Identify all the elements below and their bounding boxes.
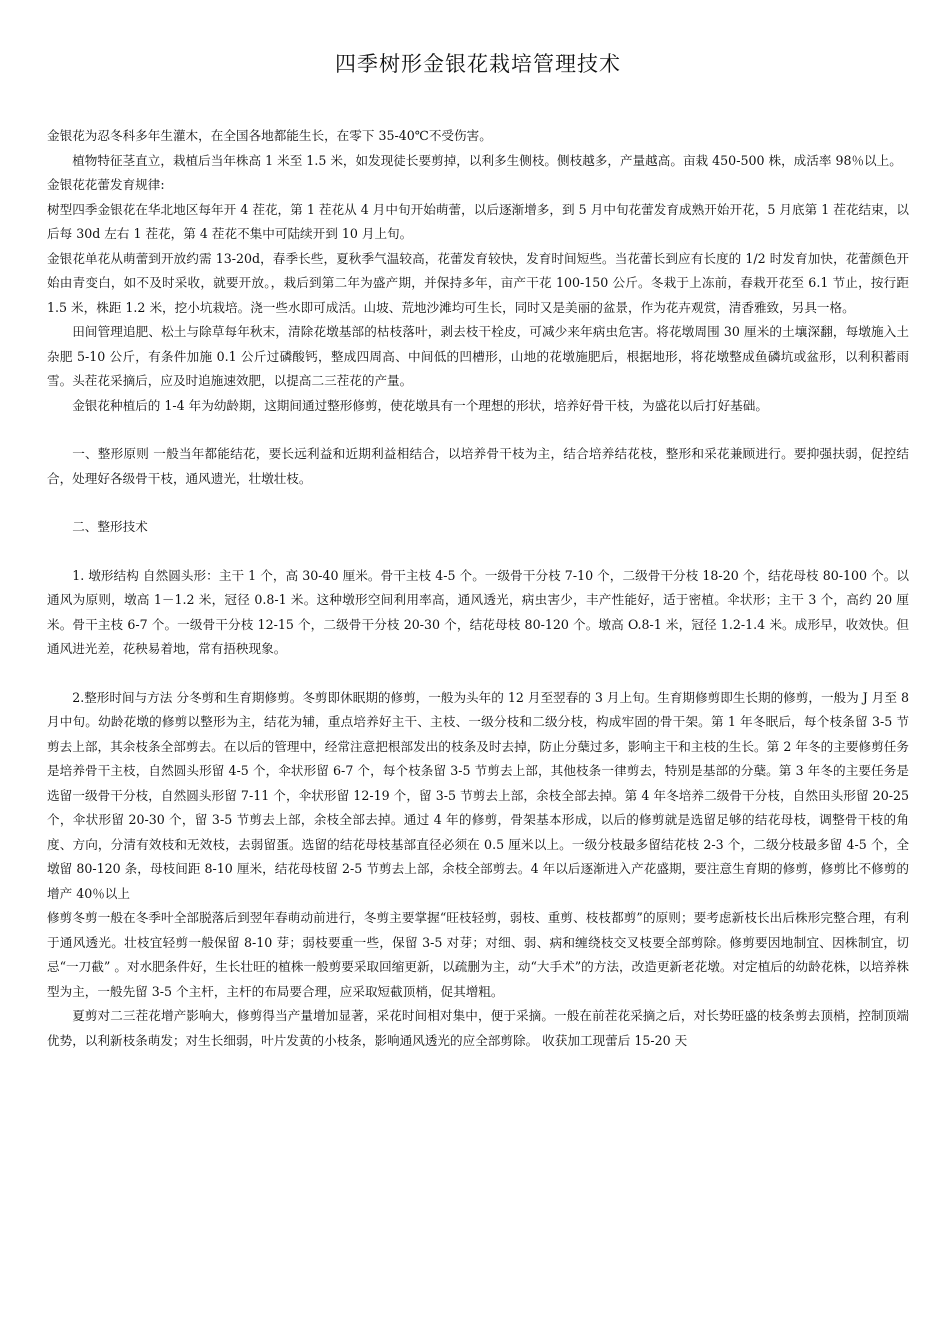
paragraph-single-flower: 金银花单花从萌蕾到开放约需 13-20d，春季长些，夏秋季气温较高，花蕾发育较快，发育时间短些。当花蕾长到应有长度的 1/2 时发育加快，花蕾颜色开始由青变白，如不及时采收，就要开放。，栽后到第二年为盛产期，并保持多年，亩产干花 100-150 公斤。冬栽于上冻前，春栽开花至 6.1 节止，按行距 1.5 米，株距 1.2 米，挖小坑栽培。浇一些水即可成活。山坡、荒地沙滩均可生长，同时又是美丽的盆景，作为花卉观赏，清香雅致，另具一格。 <box>47 250 909 315</box>
paragraph-young-period: 金银花种植后的 1-4 年为幼龄期，这期间通过整形修剪，使花墩具有一个理想的形状，培养好骨干枝，为盛花以后打好基础。 <box>72 397 768 413</box>
document-page <box>47 48 909 1053</box>
document-title: 四季树形金银花栽培管理技术 <box>335 52 621 76</box>
paragraph-bud-heading: 金银花花蕾发育规律: <box>47 177 165 192</box>
section-shaping-principles: 一、整形原则 一般当年都能结花，要长远利益和近期利益相结合，以培养骨干枝为主，结合培养结花枝，整形和采花兼顾进行。要抑强扶弱，促控结合，处理好各级骨干枝，通风遗光，壮墩壮枝。 <box>47 446 909 486</box>
paragraph-field-management: 田间管理追肥、松土与除草每年秋末，清除花墩基部的枯枝落叶，剥去枝干栓皮，可减少来年病虫危害。将花墩周围 30 厘米的土壤深翻，每墩施入土杂肥 5-10 公斤，有条件加施 0.1 公斤过磷酸钙，整成四周高、中间低的凹槽形，山地的花墩施肥后，根据地形，将花墩整成鱼磷坑或盆形，以利积蓄雨雪。头茬花采摘后，应及时追施速效肥，以提高二三茬花的产量。 <box>47 324 909 388</box>
paragraph-plant-features: 植物特征茎直立，栽植后当年株高 1 米至 1.5 米，如发现徒长要剪掉，以利多生侧枝。侧枝越多，产量越高。亩栽 450-500 株，成活率 98％以上。 <box>72 152 902 168</box>
section-shaping-techniques-heading: 二、整形技术 <box>72 519 148 534</box>
paragraph-flowering-cycle: 树型四季金银花在华北地区每年开 4 茬花，第 1 茬花从 4 月中旬开始萌蕾，以后逐渐增多，到 5 月中旬花蕾发育成熟开始开花，5 月底第 1 茬花结束，以后每 30d 左右 1 茬花，第 4 茬花不集中可陆续开到 10 月上旬。 <box>47 201 909 241</box>
paragraph-pruning-time-method: 2.整形时间与方法 分冬剪和生育期修剪。冬剪即休眠期的修剪，一般为头年的 12 月至翌春的 3 月上旬。生育期修剪即生长期的修剪，一般为 J 月至 8 月中旬。幼龄花墩的修剪以整形为主，结花为辅，重点培养好主干、主枝、一级分枝和二级分枝，构成牢固的骨干架。第 1 年冬眠后，每个枝条留 3-5 节剪去上部，其余枝条全部剪去。在以后的管理中，经常注意把根部发出的枝条及时去掉，防止分蘖过多，影响主干和主枝的生长。第 2 年冬的主要修剪任务是培养骨干主枝，自然圆头形留 4-5 个，伞状形留 6-7 个，每个枝条留 3-5 节剪去上部，其他枝条一律剪去，特别是基部的分蘖。第 3 年冬的主要任务是选留一级骨干分枝，自然圆头形留 7-11 个，伞状形留 12-19 个，留 3-5 节剪去上部，余枝全部去掉。第 4 年冬培养二级骨干分枝，自然田头形留 20-25 个，伞状形留 20-30 个，留 3-5 节剪去上部，余枝全部去掉。通过 4 年的修剪，骨架基本形成，以后的修剪就是选留足够的结花母枝，调整骨干枝的角度、方向，分清有效枝和无效枝，去弱留蛋。选留的结花母枝基部直径必须在 0.5 厘米以上。一级分枝最多留结花枝 2-3 个，二级分枝最多留 4-5 个，全墩留 80-120 条，母枝间距 8-10 厘米，结花母枝留 2-5 节剪去上部，余枝全部剪去。4 年以后逐渐进入产花盛期，要注意生育期的修剪，修剪比不修剪的增产 40％以上 <box>47 689 909 901</box>
paragraph-winter-pruning: 修剪冬剪一般在冬季叶全部脱落后到翌年春萌动前进行，冬剪主要掌握“旺枝轻剪，弱枝、重剪、枝枝都剪”的原则；要考虑新枝长出后株形完整合理，有利于通风透光。壮枝宜轻剪一般保留 8-10 芽；弱枝要重一些，保留 3-5 对芽；对细、弱、病和缠绕枝交叉枝要全部剪除。修剪要因地制宜、因株制宜，切忌“一刀截” 。对水肥条件好，生长壮旺的植株一般剪要采取回缩更新，以疏删为主，动“大手术”的方法，改造更新老花墩。对定植后的幼龄花株，以培养株型为主，一般先留 3-5 个主杆，主杆的布局要合理，应采取短截顶梢，促其增粗。 <box>47 910 909 999</box>
paragraph-summer-pruning: 夏剪对二三茬花增产影响大，修剪得当产量增加显著，采花时间相对集中，便于采摘。一般在前茬花采摘之后，对长势旺盛的枝条剪去顶梢，控制顶端优势，以利新枝条萌发；对生长细弱，叶片发黄的小枝条，影响通风透光的应全部剪除。 收获加工现蕾后 15-20 天 <box>47 1008 909 1048</box>
paragraph-intro: 金银花为忍冬科多年生灌木，在全国各地都能生长，在零下 35-40℃不受伤害。 <box>47 128 492 143</box>
paragraph-clump-structure: 1. 墩形结构 自然圆头形：主干 1 个，高 30-40 厘米。骨干主枝 4-5 个。一级骨干分枝 7-10 个，二级骨干分枝 18-20 个，结花母枝 80-100 个。以通风为原则，墩高 1－1.2 米，冠径 0.8-1 米。这种墩形空间利用率高，通风透光，病虫害少，丰产性能好，适于密植。伞状形；主干 3 个，高约 20 厘米。骨干主枝 6-7 个。一级骨干分枝 12-15 个，二级骨干分枝 20-30 个，结花母枝 80-120 个。墩高 O.8-1 米，冠径 1.2-1.4 米。成形早，收效快。但通风进光差，花秧易着地，常有捂秧现象。 <box>47 567 909 656</box>
